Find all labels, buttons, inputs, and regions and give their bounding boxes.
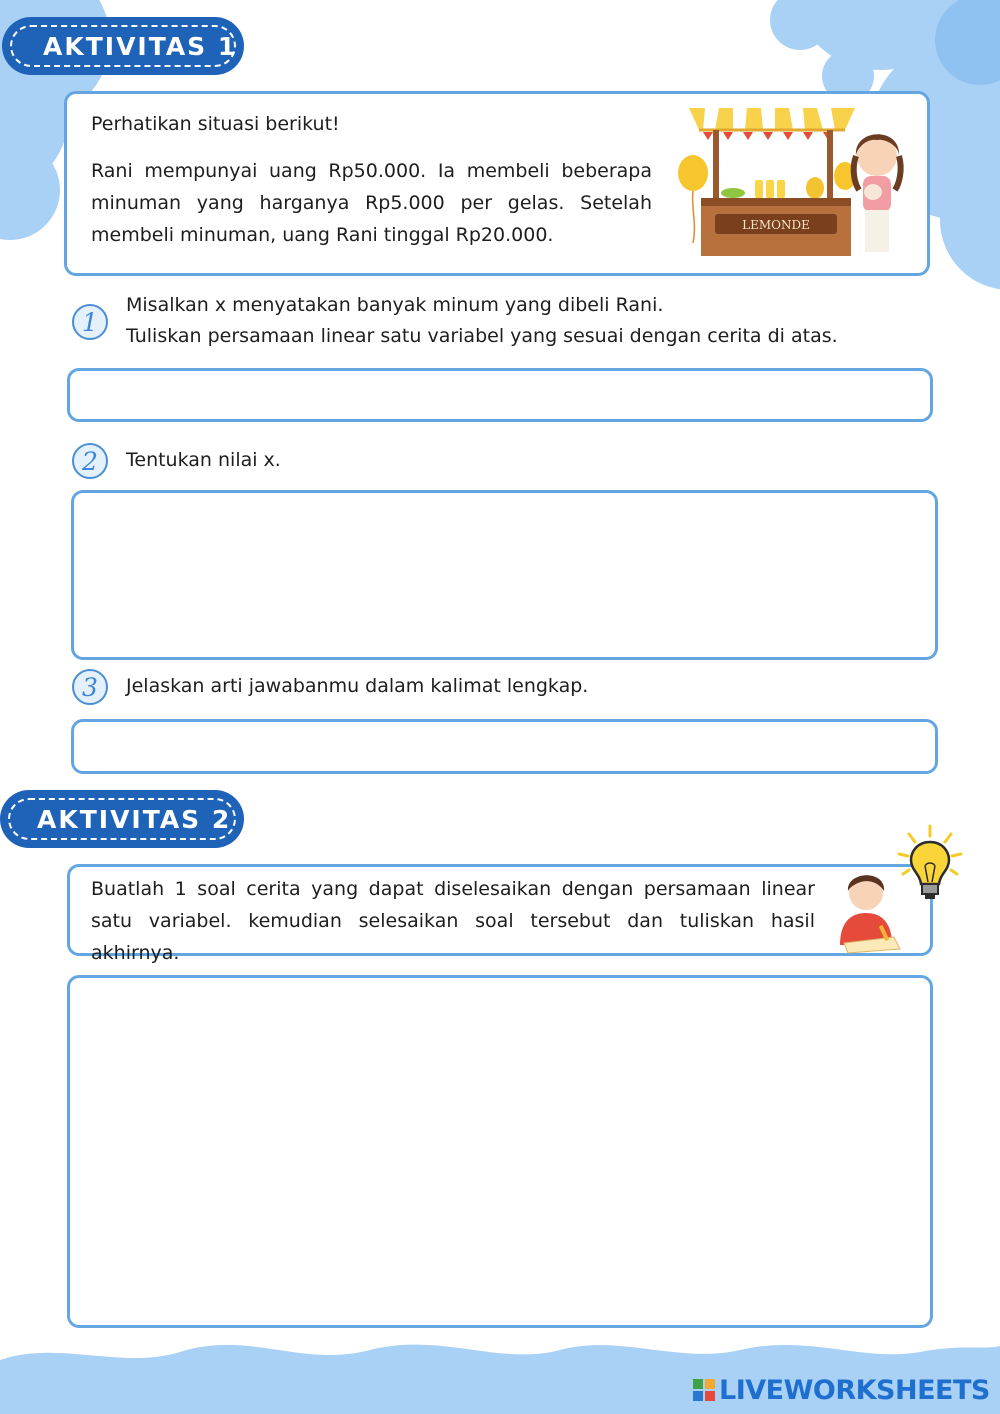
question-1-number-icon xyxy=(72,304,108,340)
question-3-number: 3 xyxy=(82,673,98,702)
boy-writing-illustration xyxy=(826,865,906,955)
activity2-answer-box[interactable] xyxy=(67,975,933,1328)
answer-box-2[interactable] xyxy=(71,490,938,660)
question-1-number: 1 xyxy=(82,308,98,337)
question-1-line-1: Misalkan x menyatakan banyak minum yang dibeli Rani. xyxy=(126,294,664,316)
question-2-number: 2 xyxy=(82,447,98,476)
activity1-title: AKTIVITAS 1 xyxy=(43,31,238,61)
stand-sign-text: LEMONDE xyxy=(742,218,810,232)
lightbulb-icon xyxy=(895,822,970,907)
answer-box-3[interactable] xyxy=(71,719,938,774)
question-3-line-1: Jelaskan arti jawabanmu dalam kalimat lengkap. xyxy=(126,675,589,697)
answer-box-1[interactable] xyxy=(67,368,933,422)
lemonade-stand-illustration xyxy=(675,98,915,263)
activity2-header xyxy=(3,793,241,845)
story-text: Rani mempunyai uang Rp50.000. Ia membeli beberapa minuman yang harganya Rp5.000 per gelas. Setelah membeli minuman, uang Rani tinggal Rp20.000. xyxy=(91,160,652,246)
activity1-header xyxy=(5,20,241,72)
activity2-title: AKTIVITAS 2 xyxy=(37,804,232,834)
question-1-line-2: Tuliskan persamaan linear satu variabel yang sesuai dengan cerita di atas. xyxy=(126,325,838,347)
question-3-number-icon xyxy=(72,669,108,705)
story-intro: Perhatikan situasi berikut! xyxy=(91,113,340,135)
liveworksheets-logo xyxy=(693,1372,990,1408)
question-2-line-1: Tentukan nilai x. xyxy=(126,449,281,471)
question-2-number-icon xyxy=(72,443,108,479)
activity2-prompt-text: Buatlah 1 soal cerita yang dapat diselesaikan dengan persamaan linear satu variabel. kemudian selesaikan soal tersebut dan tuliskan hasil akhirnya. xyxy=(91,878,815,964)
liveworksheets-mark-icon xyxy=(693,1379,715,1401)
liveworksheets-wordmark: LIVEWORKSHEETS xyxy=(719,1374,990,1406)
